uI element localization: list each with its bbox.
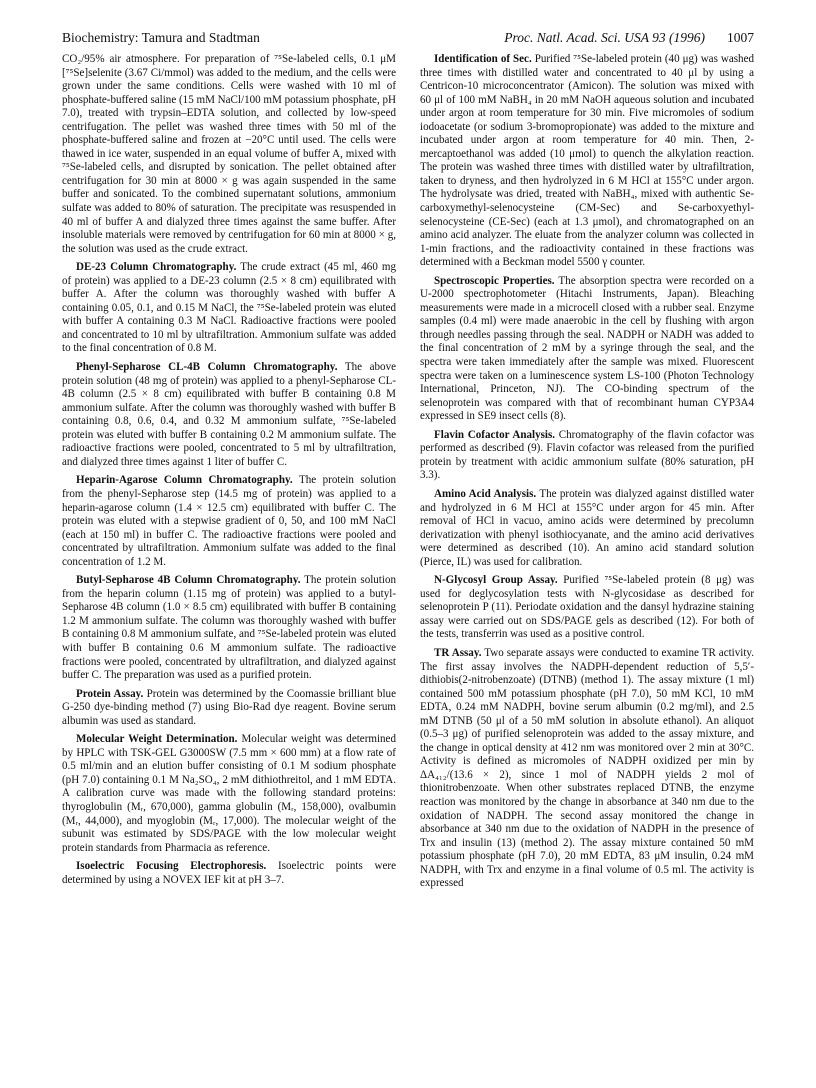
paragraph-text: The protein solution from the phenyl-Sepharose step (14.5 mg of protein) was applied to a heparin-agarose column (1.4 × 12.5 cm) equilibrated with buffer C. The protein was eluted with a stepwise gradient of 0, 50, and 100 mM NaCl (each at 150 ml) in buffer C. The radioactive fractions were pooled and concentrated by ultrafiltration. Ammonium sulfate was added to the final concentration of 1.2 M. [62, 474, 397, 568]
paragraph-text: The crude extract (45 ml, 460 mg of protein) was applied to a DE-23 column (2.5 × 8 cm) equilibrated with buffer A. After the column was thoroughly washed with buffer A containing 0.05, 0.1, and 0.15 M NaCl, the ⁷⁵Se-labeled protein was eluted with buffer A containing 0.3 M NaCl. Radioactive fractions were pooled and concentrated to 10 ml by ultrafiltration. Ammonium sulfate was added to the final concentration of 0.8 M. [62, 261, 396, 355]
section-heading: DE-23 Column Chromatography. [76, 261, 237, 274]
paragraph-text: Purified ⁷⁵Se-labeled protein (40 μg) was washed three times with distilled water and concentrated to 40 μl by using a Centricon-10 microconcentrator (Amicon). The solution was mixed with 60 μl of 100 mM NaBH₄ in 20 mM NaOH aqueous solution and incubated under argon at room temperature for 30 min. Five micromoles of sodium iodoacetate (or sodium 3-bromopropionate) was added to the mixture and incubated under argon at room temperature for 40 min. Then, 2-mercaptoethanol was added (10 μmol) to quench the alkylation reaction. The protein was washed three times with distilled water by ultrafiltration, taken to dryness, and then hydrolyzed in 6 M HCl at 155°C under argon. The hydrolysate was dried, treated with NaBH₄, mixed with authentic Se-carboxymethyl-selenocysteine (CM-Sec) and Se-carboxyethyl-selenocysteine (CE-Sec) (each at 1.3 μmol), and chromatographed on an amino acid analyzer. The eluate from the analyzer column was collected in 1-min fractions, and the radioactivity contained in these fractions was determined with a Beckman model 5500 γ counter. [420, 53, 754, 269]
section-heading: Spectroscopic Properties. [434, 274, 555, 287]
section-paragraph [62, 574, 396, 682]
section-heading: N-Glycosyl Group Assay. [434, 574, 558, 587]
paragraph-text: Isoelectric points were determined by using a NOVEX IEF kit at pH 3–7. [62, 860, 396, 886]
paragraph-text: The above protein solution (48 mg of protein) was applied to a phenyl-Sepharose CL-4B column (2.5 × 8 cm) equilibrated with buffer B containing 0.8 M ammonium sulfate. After the column was thoroughly washed with buffer B containing 0.8, 0.6, 0.4, and 0.32 M ammonium sulfate, ⁷⁵Se-labeled protein was eluted with buffer B containing 0.2 M ammonium sulfate. The radioactive fractions were pooled, concentrated to 5 ml by ultrafiltration, and dialyzed three times against 1 liter of buffer C. [62, 361, 396, 468]
paragraph-text: Chromatography of the flavin cofactor was performed as described (9). Flavin cofactor was released from the purified protein by treatment with acidic ammonium sulfate (80% saturation, pH 3.3). [420, 428, 754, 482]
section-paragraph [62, 361, 396, 469]
section-heading: Amino Acid Analysis. [434, 487, 537, 500]
section-paragraph [420, 53, 754, 270]
right-column [420, 53, 754, 896]
section-paragraph [62, 688, 396, 729]
running-head-journal: Proc. Natl. Acad. Sci. USA 93 (1996) [504, 30, 705, 45]
paragraph-text: The absorption spectra were recorded on a U-2000 spectrophotometer (Hitachi Instruments, Japan). Bleaching measurements were made in a microcell closed with a rubber seal. Enzyme samples (0.4 ml) were made anaerobic in the cell by flushing with argon through needles passing through the seal. NADPH or NADH was added to the final concentration of 2 mM by a syringe through the seal, and the spectra were taken immediately after the sample was mixed. Fluorescent spectra were taken on a luminescence system LS-100 (Photon Technology International, Princeton, NJ). The CO-binding spectrum of the selenoprotein was compared with that of recombinant human CYP3A4 expressed in SE9 insect cells (8). [420, 274, 754, 423]
section-paragraph [62, 733, 396, 855]
section-paragraph [420, 647, 754, 891]
paragraph-text: Protein was determined by the Coomassie brilliant blue G-250 dye-binding method (7) using Bio-Rad dye reagent. Bovine serum albumin was used as standard. [62, 687, 396, 727]
section-paragraph [420, 429, 754, 483]
left-column [62, 53, 396, 892]
section-heading: Flavin Cofactor Analysis. [434, 428, 556, 441]
section-paragraph [420, 488, 754, 569]
page-number: 1007 [727, 30, 754, 45]
section-heading: Isoelectric Focusing Electrophoresis. [76, 860, 267, 873]
paragraph-text: Purified ⁷⁵Se-labeled protein (8 μg) was used for deglycosylation tests with N-glycosidase as described for selenoprotein P (11). Periodate oxidation and the dansyl hydrazine staining assay were carried out on SDS/PAGE gels as described (12). For both of the tests, transferrin was used as a positive control. [420, 574, 754, 641]
section-paragraph [420, 574, 754, 642]
section-heading: TR Assay. [434, 646, 482, 659]
section-heading: Identification of Sec. [434, 53, 532, 65]
page-header [62, 30, 754, 52]
section-heading: Molecular Weight Determination. [76, 733, 238, 746]
section-paragraph [62, 474, 396, 569]
section-paragraph [62, 860, 396, 887]
section-heading: Butyl-Sepharose 4B Column Chromatography. [76, 574, 301, 587]
paragraph-text: Molecular weight was determined by HPLC with TSK-GEL G3000SW (7.5 mm × 600 mm) at a flow rate of 0.5 ml/min and an elution buffer consisting of 0.1 M sodium phosphate (pH 7.0) containing 0.1 M Na₂SO₄, 2 mM dithiothreitol, and 1 mM EDTA. A calibration curve was made with the following standard proteins: thyroglobulin (Mᵣ, 670,000), gamma globulin (Mᵣ, 158,000), ovalbumin (Mᵣ, 44,000), and myoglobin (Mᵣ, 17,000). The molecular weight of the subunit was estimated by SDS/PAGE with the low molecular weight protein standards from Pharmacia as reference. [62, 733, 396, 854]
section-paragraph [62, 261, 396, 356]
paragraph [62, 53, 396, 256]
section-heading: Heparin-Agarose Column Chromatography. [76, 474, 293, 487]
section-heading: Protein Assay. [76, 687, 144, 700]
section-heading: Phenyl-Sepharose CL-4B Column Chromatography. [76, 361, 338, 374]
paragraph-text: The protein solution from the heparin column (1.15 mg of protein) was applied to a butyl-Sepharose 4B column (1.0 × 8.5 cm) equilibrated with buffer B containing 1.2 M ammonium sulfate. The column was thoroughly washed with buffer B containing 0.8 M ammonium sulfate, and ⁷⁵Se-labeled protein was eluted with buffer B containing 0.6 M ammonium sulfate. The radioactive fractions were pooled, concentrated by ultrafiltration, and dialyzed against buffer C. The preparation was used as a purified protein. [62, 574, 396, 682]
paragraph-text: The protein was dialyzed against distilled water and hydrolyzed in 6 M HCl at 155°C under argon for 45 min. After removal of HCl in vacuo, amino acids were determined by precolumn derivatization with phenyl isothiocyanate, and the amino acid derivatives were determined as described (10). An amino acid standard solution (Pierce, IL) was used for calibration. [420, 487, 754, 568]
running-head-journal-block [504, 30, 754, 46]
article-body [62, 53, 754, 1073]
paragraph-text: Two separate assays were conducted to examine TR activity. The first assay involves the NADPH-dependent reduction of 5,5′-dithiobis(2-nitrobenzoate) (DTNB) (method 1). The assay mixture (1 ml) contained 500 mM potassium phosphate (pH 7.0), 50 mM KCl, 10 mM EDTA, 0.24 mM NADPH, bovine serum albumin (0.2 mg/ml), and 2.5 mM DTNB (50 μl of a 50 mM solution in absolute ethanol). An aliquot (0.5–3 μg) of purified selenoprotein was added to the assay mixture, and the change in optical density at 412 nm was monitored over 2 min at 30°C. Activity is defined as micromoles of NADPH oxidized per min by ΔA₄₁₂/(13.6 × 2), since 1 mol of NADPH yields 2 mol of thionitrobenzoate. When other substrates replaced DTNB, the enzyme reaction was monitored by the change in absorbance at 340 nm due to the oxidation of NADPH. The second assay monitored the change in absorbance at 340 nm due to the oxidation of NADPH in the presence of Trx and insulin (13) (method 2). The assay mixture contained 50 mM potassium phosphate (pH 7.0), 20 mM EDTA, 83 μM insulin, 0.24 mM NADPH, with Trx and enzyme in a final volume of 0.5 ml. The activity is expressed [420, 646, 754, 890]
running-head-authors: Biochemistry: Tamura and Stadtman [62, 30, 260, 45]
section-paragraph [420, 275, 754, 424]
paragraph-text: CO₂/95% air atmosphere. For preparation of ⁷⁵Se-labeled cells, 0.1 μM [⁷⁵Se]selenite (3.67 Ci/mmol) was added to the medium, and the cells were grown under the same conditions. Cells were washed with 10 ml of phosphate-buffered saline (15 mM NaCl/100 mM potassium phosphate, pH 7.0), treated with trypsin–EDTA solution, and collected by low-speed centrifugation. The pellet was washed three times with 50 ml of the phosphate-buffered saline and frozen at −20°C until used. The cells were thawed in ice water, suspended in an equal volume of buffer A, mixed with ⁷⁵Se-labeled cells, and disrupted by sonication. The pellet obtained after centrifugation for 30 min at 8000 × g was again suspended in the same buffer and sonicated. To the combined supernatant solutions, ammonium sulfate was added to 80% of saturation. The precipitate was resuspended in 40 ml of buffer A and dialyzed three times against the same buffer. After insoluble materials were removed by centrifugation for 60 min at 8000 × g, the solution was used as the crude extract. [62, 53, 396, 255]
